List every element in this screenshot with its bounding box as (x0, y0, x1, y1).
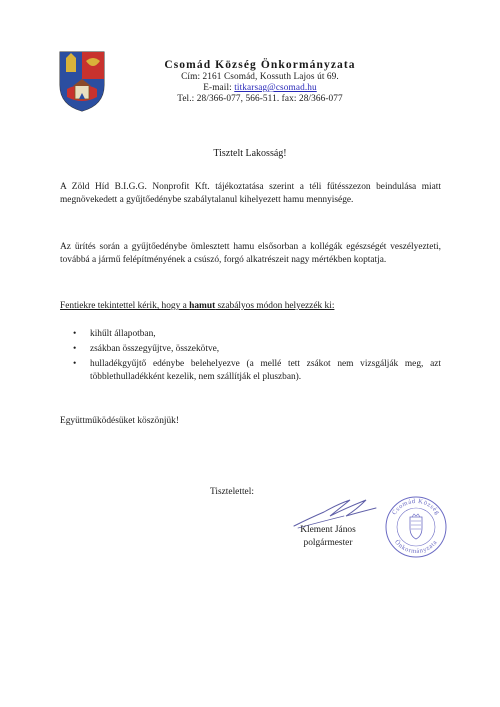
bullet-text: zsákban összegyűjtve, összekötve, (90, 344, 220, 354)
coat-of-arms-icon (57, 49, 107, 113)
bullet-text: kihűlt állapotban, (90, 329, 156, 339)
bullet-icon: • (73, 344, 77, 354)
email-line (120, 83, 400, 94)
bullet-list (60, 328, 441, 386)
signer-block (290, 524, 366, 549)
email-label: E-mail: (203, 83, 235, 93)
instruction-after: szabályos módon helyezzék ki: (215, 301, 335, 311)
instruction-before: Fentiekre tekintettel kérik, hogy a (60, 301, 190, 311)
signer-title: polgármester (303, 537, 353, 548)
closing: Tisztelettel: (210, 487, 254, 497)
phone-fax-line: Tel.: 28/366-077, 566-511. fax: 28/366-077 (177, 94, 343, 104)
address-line: Cím: 2161 Csomád, Kossuth Lajos út 69. (181, 72, 339, 82)
paragraph-1: A Zöld Híd B.I.G.G. Nonprofit Kft. tájékoztatása szerint a téli fűtésszezon beindulása miatt megnövekedett a gyűjtőedénybe szabálytalanul kihelyezett hamu mennyisége. (60, 182, 441, 205)
paragraph-2: Az ürítés során a gyűjtőedénybe ömlesztett hamu elsősorban a kollégák egészségét veszélyezteti, továbbá a jármű felépítményének a csúszó, forgó alkatrészeit nagy mértékben koptatja. (60, 242, 441, 265)
salutation: Tisztelt Lakosság! (213, 148, 287, 159)
list-item (60, 328, 441, 341)
municipality-name: Csomád Község Önkormányzata (164, 59, 356, 71)
thanks-line: Együttműködésüket köszönjük! (60, 416, 179, 426)
svg-text:Önkormányzata: Önkormányzata (393, 538, 439, 556)
email-link[interactable]: titkarsag@csomad.hu (234, 83, 317, 93)
letterhead (120, 58, 400, 105)
list-item (60, 343, 441, 356)
instruction-bold: hamut (189, 301, 216, 311)
list-item (60, 358, 441, 384)
bullet-icon: • (73, 359, 77, 369)
bullet-text: hulladékgyűjtő edénybe belehelyezve (a mellé tett zsákot nem vizsgálják meg, azt többlethulladékként kezelik, nem szállítják el pluszban). (90, 359, 441, 382)
bullet-icon: • (73, 329, 77, 339)
signer-name: Klement János (300, 525, 356, 535)
official-stamp (384, 495, 448, 559)
instruction-line (60, 300, 334, 312)
svg-text:Csomád Község: Csomád Község (390, 497, 442, 517)
